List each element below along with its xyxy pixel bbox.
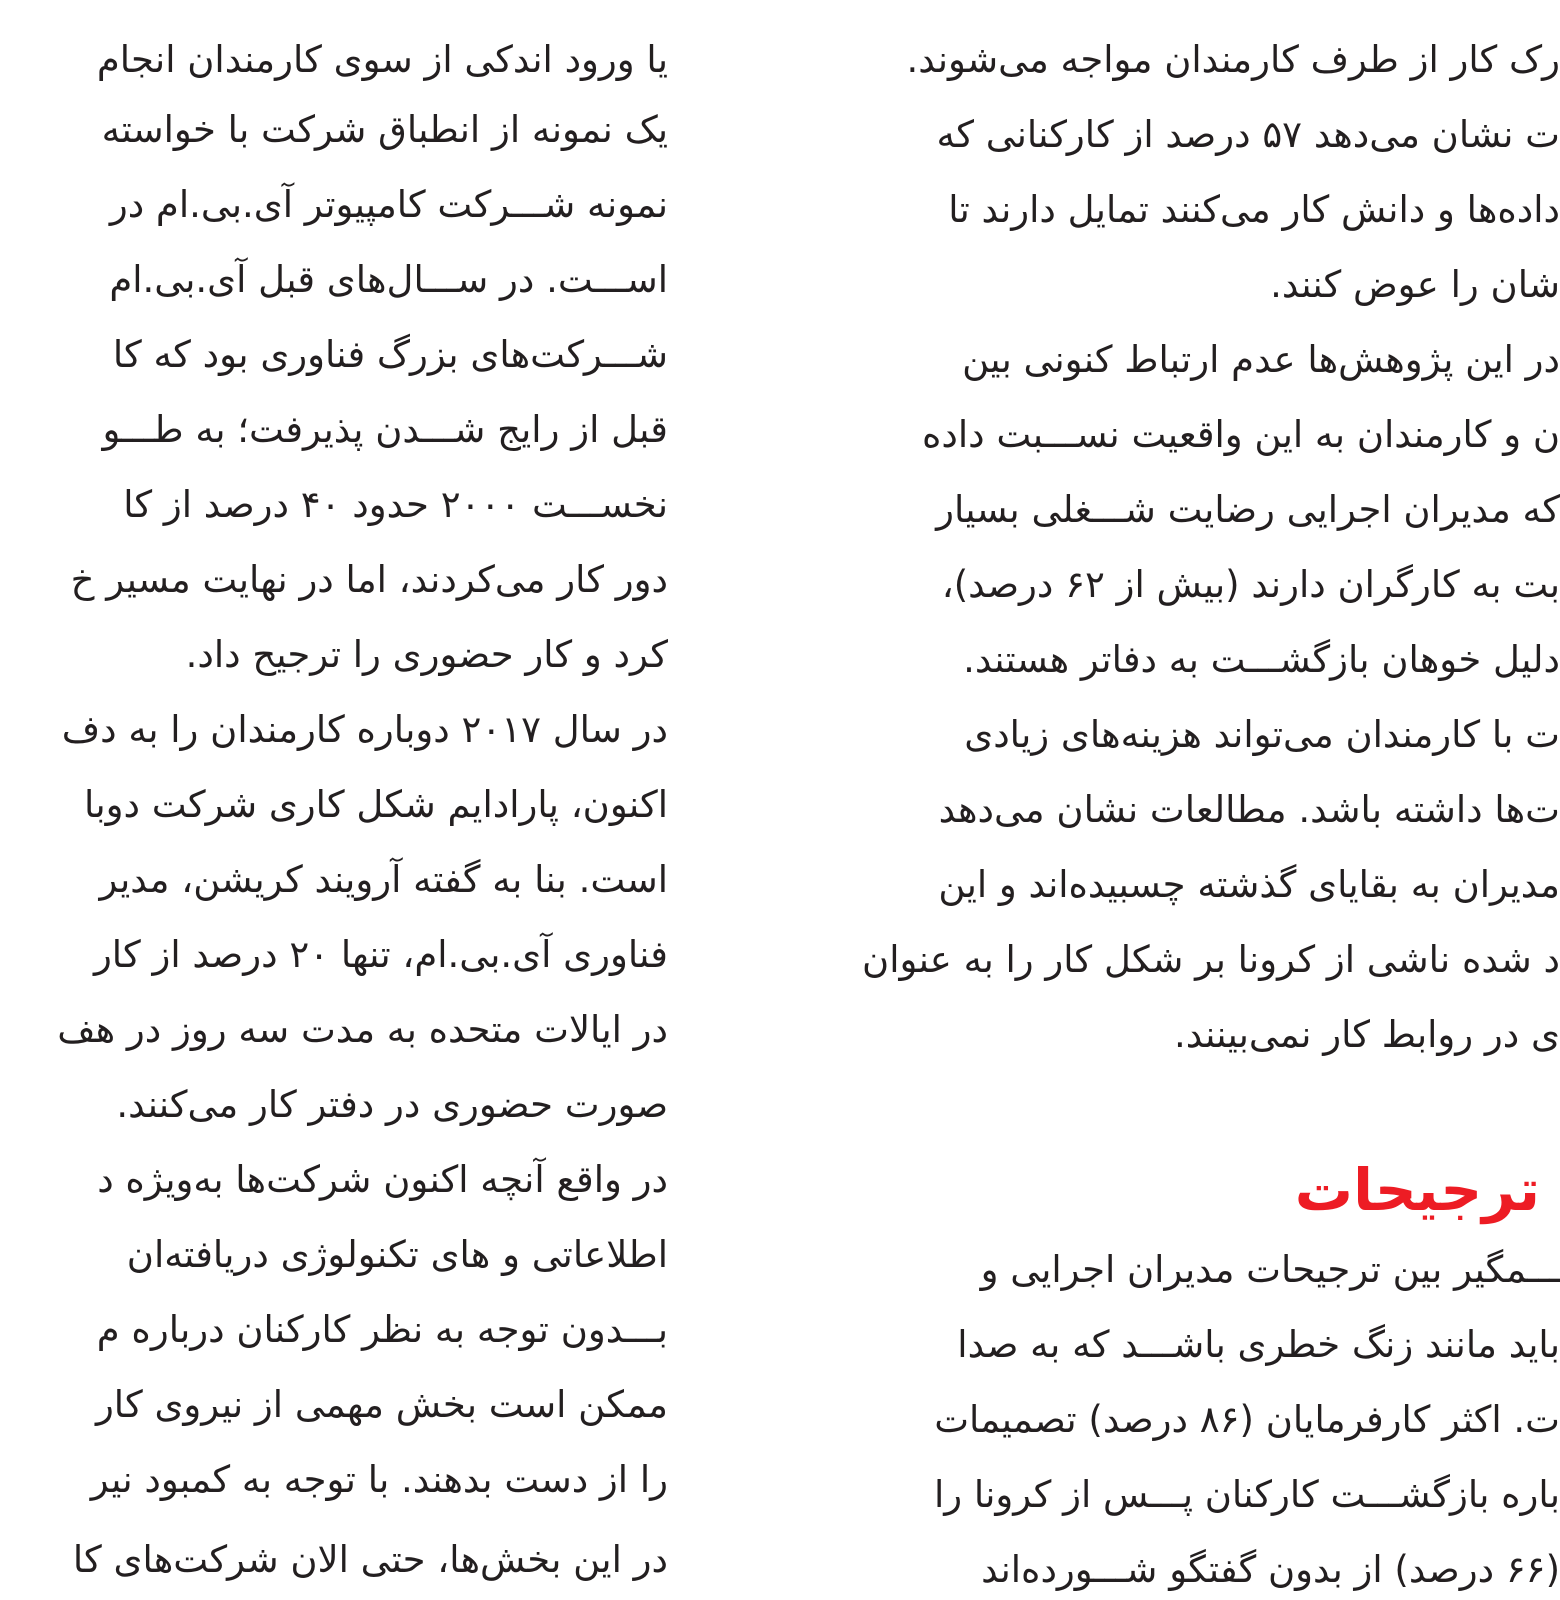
left-line: اســـت. در ســـال‌های قبل آی.بی.ام: [109, 258, 668, 301]
left-line: اطلاعاتی و های تکنولوژی دریافته‌ان: [126, 1233, 668, 1276]
left-line: ممکن است بخش مهمی از نیروی کار: [95, 1383, 668, 1426]
right-text-column: [760, 0, 1560, 1593]
right-line: ت. اکثر کارفرمایان (۸۶ درصد) تصمیمات: [934, 1398, 1560, 1441]
right-line: ت با کارمندان می‌تواند هزینه‌های زیادی: [964, 713, 1560, 756]
right-line: مدیران به بقایای گذشته چسبیده‌اند و این: [938, 863, 1560, 906]
left-line: شـــرکت‌های بزرگ فناوری بود که کا: [112, 333, 668, 376]
right-line: (۶۶ درصد) از بدون گفتگو شـــورده‌اند: [981, 1548, 1560, 1591]
right-line: رک کار از طرف کارمندان مواجه می‌شوند.: [906, 38, 1560, 81]
right-line: باره بازگشـــت کارکنان پـــس از کرونا را: [933, 1473, 1560, 1516]
left-line: کرد و کار حضوری را ترجیح داد.: [185, 633, 668, 676]
right-line: ت نشان می‌دهد ۵۷ درصد از کارکنانی که: [936, 113, 1560, 156]
right-line: در این پژوهش‌ها عدم ارتباط کنونی بین: [962, 338, 1560, 381]
left-line: یا ورود اندکی از سوی کارمندان انجام: [96, 38, 668, 81]
left-line: دور کار می‌کردند، اما در نهایت مسیر خ: [70, 558, 668, 601]
left-line: یک نمونه از انطباق شرکت با خواسته: [101, 108, 668, 151]
left-line: در سال ۲۰۱۷ دوباره کارمندان را به دف: [61, 708, 668, 751]
right-line: داده‌ها و دانش کار می‌کنند تمایل دارند تا: [948, 188, 1560, 231]
left-line: صورت حضوری در دفتر کار می‌کنند.: [116, 1083, 668, 1126]
right-line: ی در روابط کار نمی‌بینند.: [1173, 1013, 1560, 1056]
right-line: باید مانند زنگ خطری باشـــد که به صدا: [957, 1323, 1560, 1366]
right-line: بت به کارگران دارند (بیش از ۶۲ درصد)،: [941, 563, 1560, 606]
left-line: را از دست بدهند. با توجه به کمبود نیر: [90, 1458, 668, 1501]
section-heading: ترجیحات: [1294, 1156, 1540, 1224]
right-line: ن و کارمندان به این واقعیت نســـبت داده: [922, 413, 1560, 456]
left-line: اکنون، پارادایم شکل کاری شرکت دوبا: [84, 783, 668, 826]
left-line: نمونه شـــرکت کامپیوتر آی.بی.ام در: [109, 183, 668, 226]
left-line: در این بخش‌ها، حتی الان شرکت‌های کا: [72, 1538, 668, 1581]
right-line: که مدیران اجرایی رضایت شـــغلی بسیار: [936, 488, 1560, 531]
left-text-column: [0, 0, 670, 1593]
right-line: شان را عوض کنند.: [1270, 263, 1560, 306]
left-line: نخســـت ۲۰۰۰ حدود ۴۰ درصد از کا: [123, 483, 668, 526]
left-line: قبل از رایج شـــدن پذیرفت؛ به طـــو: [102, 408, 668, 451]
left-line: است. بنا به گفته آرویند کریشن، مدیر: [99, 858, 668, 901]
right-line: د شده ناشی از کرونا بر شکل کار را به عنوان: [862, 938, 1560, 981]
left-line: در واقع آنچه اکنون شرکت‌ها به‌ویژه د: [97, 1158, 668, 1201]
left-line: فناوری آی.بی.ام، تنها ۲۰ درصد از کار: [93, 933, 668, 976]
right-line: ت‌ها داشته باشد. مطالعات نشان می‌دهد: [938, 788, 1560, 831]
right-line: ـــمگیر بین ترجیحات مدیران اجرایی و: [980, 1248, 1560, 1291]
left-line: بـــدون توجه به نظر کارکنان درباره م: [96, 1308, 668, 1351]
left-line: در ایالات متحده به مدت سه روز در هف: [57, 1008, 668, 1051]
right-line: دلیل خوهان بازگشـــت به دفاتر هستند.: [963, 638, 1560, 681]
